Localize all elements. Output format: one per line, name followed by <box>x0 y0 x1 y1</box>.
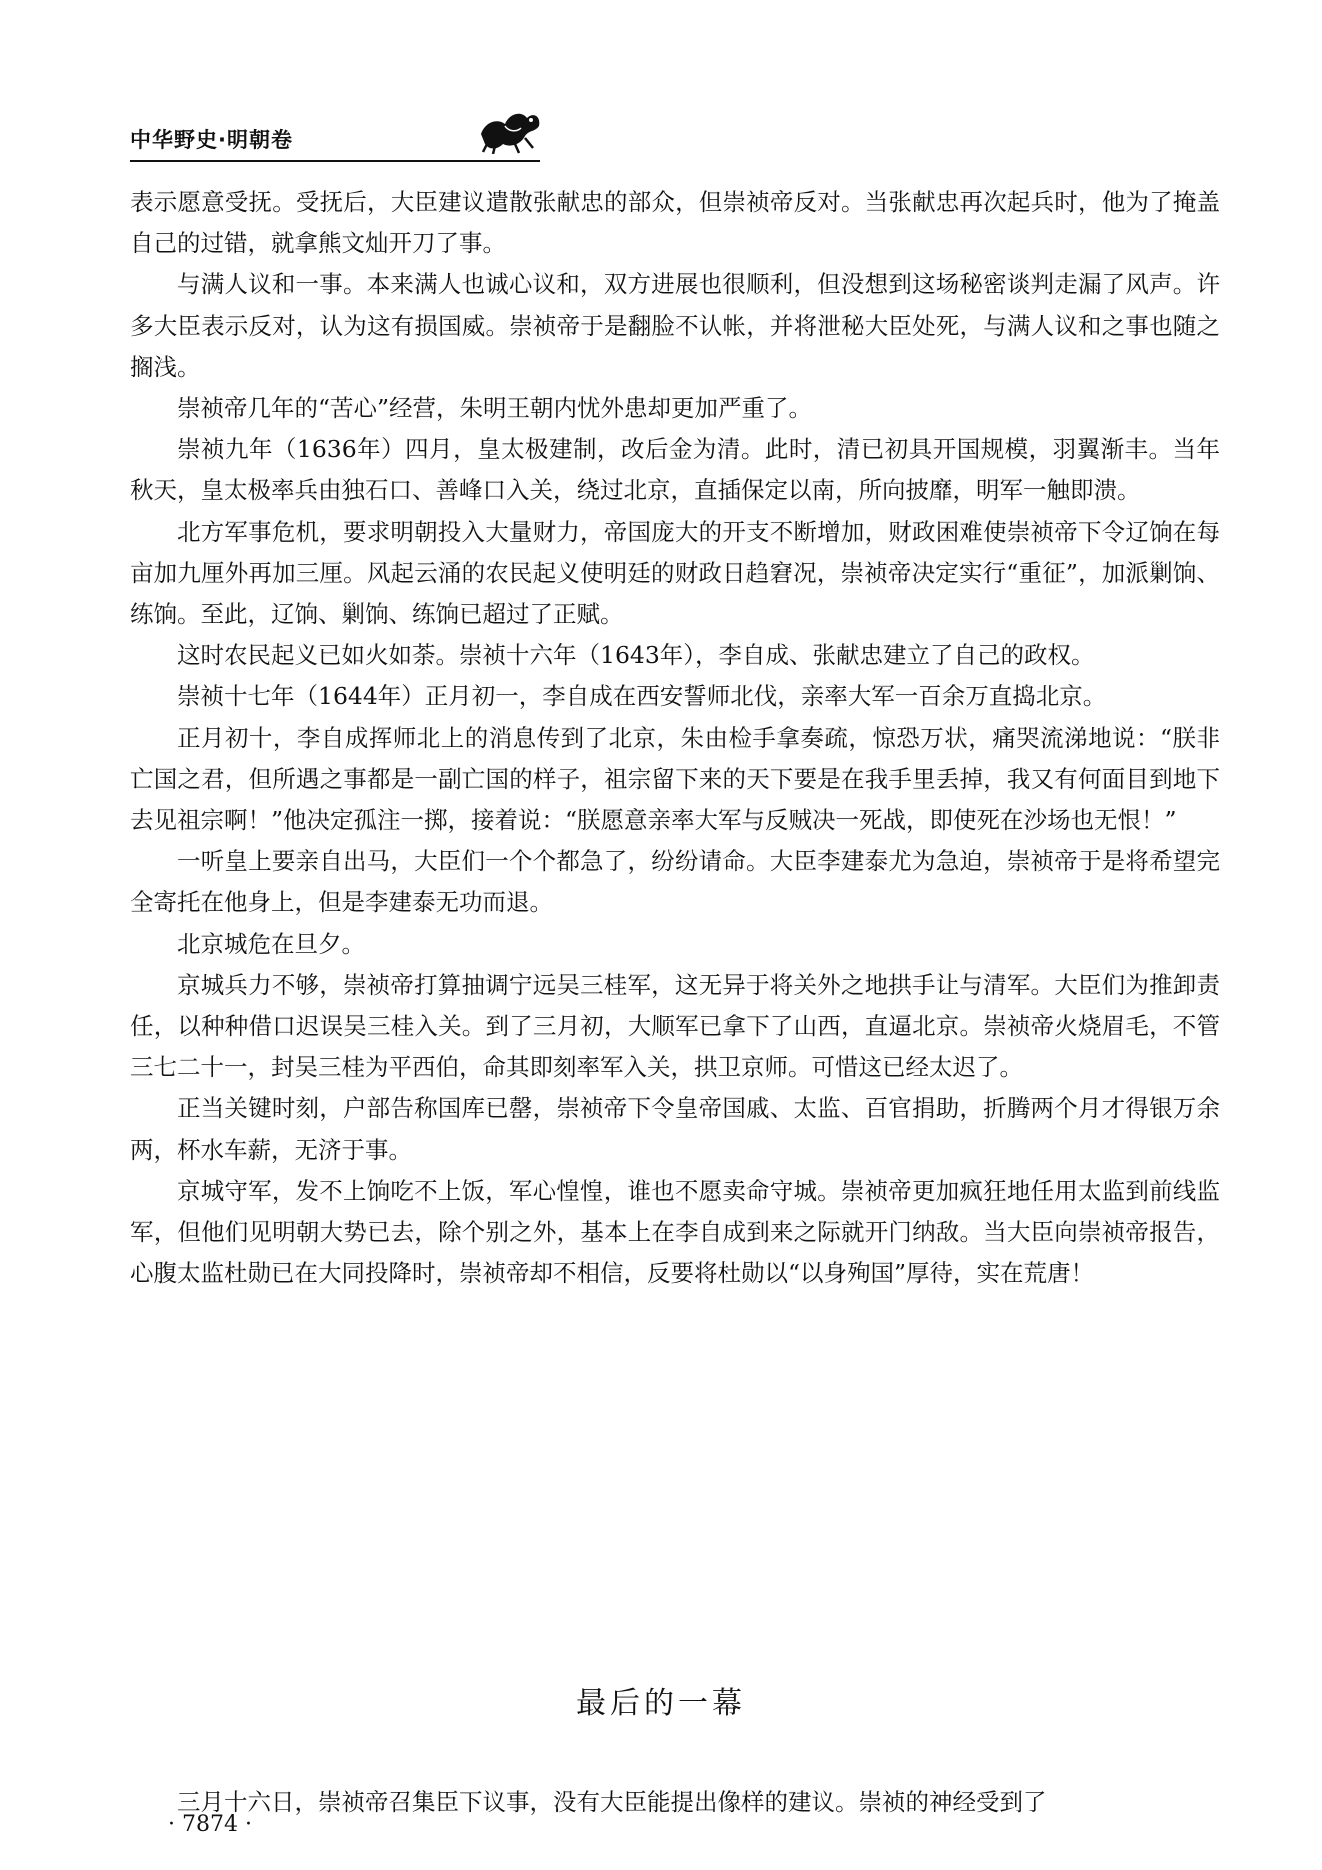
paragraph: 正当关键时刻，户部告称国库已罄，崇祯帝下令皇帝国戚、太监、百官捐助，折腾两个月才得银万余两，杯水车薪，无济于事。 <box>130 1094 1220 1164</box>
header-rule <box>130 160 540 162</box>
paragraph: 正月初十，李自成挥师北上的消息传到了北京，朱由检手拿奏疏，惊恐万状，痛哭流涕地说：“朕非亡国之君，但所遇之事都是一副亡国的样子，祖宗留下来的天下要是在我手里丢掉，我又有何面目到地下去见祖宗啊！”他决定孤注一掷，接着说：“朕愿意亲率大军与反贼决一死战，即使死在沙场也无恨！” <box>130 723 1220 835</box>
paragraph: 一听皇上要亲自出马，大臣们一个个都急了，纷纷请命。大臣李建泰尤为急迫，崇祯帝于是将希望完全寄托在他身上，但是李建泰无功而退。 <box>130 847 1220 917</box>
page-number: · 7874 · <box>168 1812 252 1837</box>
paragraph: 三月十六日，崇祯帝召集臣下议事，没有大臣能提出像样的建议。崇祯的神经受到了 <box>177 1787 1047 1816</box>
body-text <box>130 182 1220 1294</box>
dragon-emblem-icon <box>475 104 547 154</box>
paragraph: 京城兵力不够，崇祯帝打算抽调宁远吴三桂军，这无异于将关外之地拱手让与清军。大臣们为推卸责任，以种种借口迟误吴三桂入关。到了三月初，大顺军已拿下了山西，直逼北京。崇祯帝火烧眉毛，不管三七二十一，封吴三桂为平西伯，命其即刻率军入关，拱卫京师。可惜这已经太迟了。 <box>130 970 1220 1082</box>
paragraph: 崇祯帝几年的“苦心”经营，朱明王朝内忧外患却更加严重了。 <box>177 394 813 423</box>
section-title: 最后的一幕 <box>576 1686 746 1721</box>
paragraph: 北方军事危机，要求明朝投入大量财力，帝国庞大的开支不断增加，财政困难使崇祯帝下令辽饷在每亩加九厘外再加三厘。风起云涌的农民起义使明廷的财政日趋窘况，崇祯帝决定实行“重征”，加派剿饷、练饷。至此，辽饷、剿饷、练饷已超过了正赋。 <box>130 517 1220 629</box>
paragraph: 崇祯十七年（1644年）正月初一，李自成在西安誓师北伐，亲率大军一百余万直捣北京。 <box>177 682 1107 711</box>
paragraph: 崇祯九年（1636年）四月，皇太极建制，改后金为清。此时，清已初具开国规模，羽翼渐丰。当年秋天，皇太极率兵由独石口、善峰口入关，绕过北京，直插保定以南，所向披靡，明军一触即溃。 <box>130 435 1220 505</box>
paragraph: 与满人议和一事。本来满人也诚心议和，双方进展也很顺利，但没想到这场秘密谈判走漏了风声。许多大臣表示反对，认为这有损国威。崇祯帝于是翻脸不认帐，并将泄秘大臣处死，与满人议和之事也随之搁浅。 <box>130 270 1220 381</box>
paragraph: 表示愿意受抚。受抚后，大臣建议遣散张献忠的部众，但崇祯帝反对。当张献忠再次起兵时，他为了掩盖自己的过错，就拿熊文灿开刀了事。 <box>130 188 1220 258</box>
paragraph: 京城守军，发不上饷吃不上饭，军心惶惶，谁也不愿卖命守城。崇祯帝更加疯狂地任用太监到前线监军，但他们见明朝大势已去，除个别之外，基本上在李自成到来之际就开门纳敌。当大臣向崇祯帝报告，心腹太监杜勋已在大同投降时，崇祯帝却不相信，反要将杜勋以“以身殉国”厚待，实在荒唐！ <box>130 1176 1220 1288</box>
page-header <box>130 118 550 158</box>
paragraph: 这时农民起义已如火如荼。崇祯十六年（1643年），李自成、张献忠建立了自己的政权。 <box>177 641 1095 670</box>
paragraph: 北京城危在旦夕。 <box>177 929 365 958</box>
running-head: 中华野史·明朝卷 <box>130 128 293 152</box>
